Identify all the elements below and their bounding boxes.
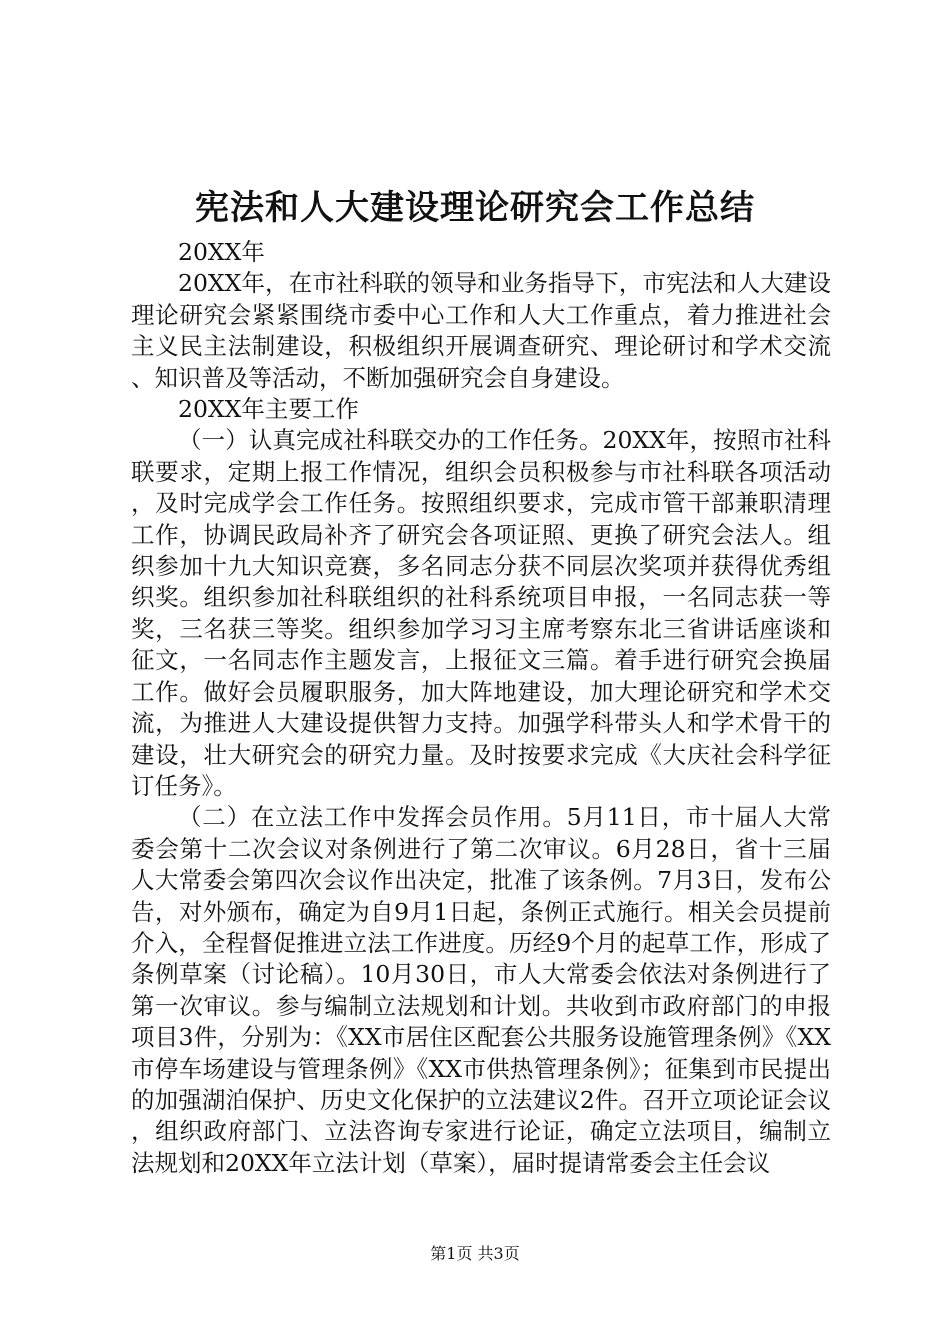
paragraph-section-2: （二）在立法工作中发挥会员作用。5月11日，市十届人大常委会第十二次会议对条例进行了第二次审议。6月28日，省十三届人大常委会第四次会议作出决定，批准了该条例。7月3日，发布公告，对外颁布，确定为自9月1日起，条例正式施行。相关会员提前介入，全程督促推进立法工作进度。历经9个月的起草工作，形成了条例草案（讨论稿）。10月30日，市人大常委会依法对条例进行了第一次审议。参与编制立法规划和计划。共收到市政府部门的申报项目3件，分别为：《XX市居住区配套公共服务设施管理条例》《XX市停车场建设与管理条例》《XX市供热管理条例》；征集到市民提出的加强湖泊保护、历史文化保护的立法建议2件。召开立项论证会议，组织政府部门、立法咨询专家进行论证，确定立法项目，编制立法规划和20XX年立法计划（草案），届时提请常委会主任会议 [131,803,831,1177]
section-heading-main-work: 20XX年主要工作 [178,395,359,424]
document-body [131,237,831,1179]
document-title: 宪法和人大建设理论研究会工作总结 [195,188,755,228]
paragraph-intro: 20XX年，在市社科联的领导和业务指导下，市宪法和人大建设理论研究会紧紧围绕市委中心工作和人大工作重点，着力推进社会主义民主法制建设，积极组织开展调查研究、理论研讨和学术交流、知识普及等活动，不断加强研究会自身建设。 [131,269,831,392]
page-number: 第1页 共3页 [430,1244,520,1263]
page-footer [0,1243,950,1265]
paragraph-year: 20XX年 [178,238,265,266]
paragraph-section-1: （一）认真完成社科联交办的工作任务。20XX年，按照市社科联要求，定期上报工作情况，组织会员积极参与市社科联各项活动，及时完成学会工作任务。按照组织要求，完成市管干部兼职清理工作，协调民政局补齐了研究会各项证照、更换了研究会法人。组织参加十九大知识竞赛，多名同志分获不同层次奖项并获得优秀组织奖。组织参加社科联组织的社科系统项目申报，一名同志获一等奖，三名获三等奖。组织参加学习习主席考察东北三省讲话座谈和征文，一名同志作主题发言，上报征文三篇。着手进行研究会换届工作。做好会员履职服务，加大阵地建设，加大理论研究和学术交流，为推进人大建设提供智力支持。加强学科带头人和学术骨干的建设，壮大研究会的研究力量。及时按要求完成《大庆社会科学征订任务》。 [131,426,831,800]
